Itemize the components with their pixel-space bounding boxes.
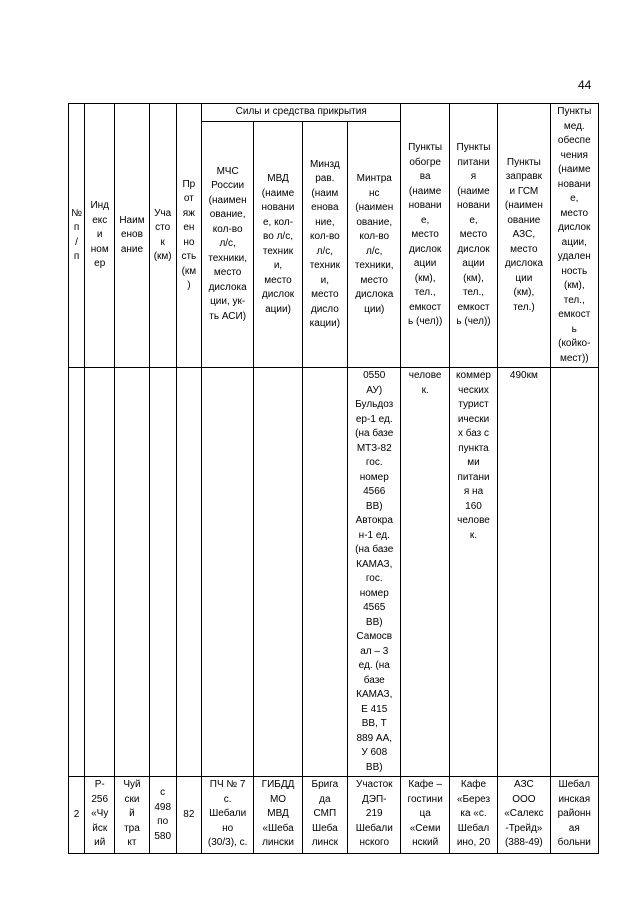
cell-name: Чуй ски й тра кт — [115, 777, 149, 854]
cell-index — [85, 368, 115, 777]
header-num: № п / п — [69, 104, 85, 368]
cell-length — [176, 368, 201, 777]
page-number: 44 — [578, 78, 592, 92]
cell-mintrans: Участок ДЭП- 219 Шебали нского — [348, 777, 401, 854]
cell-num: 2 — [69, 777, 85, 854]
cell-fuel: АЗС ООО «Салекс -Трейд» (388-49) — [498, 777, 550, 854]
cell-minzdrav — [302, 368, 347, 777]
cell-mintrans: 0550 АУ) Бульдоз ер-1 ед. (на базе МТЗ-82 гос. номер 4566 ВВ) Автокра н-1 ед. (на базе КАМАЗ, гос. номер 4565 ВВ) Самосв ал – 3 ед. (на базе КАМАЗ, Е 415 ВВ, Т 889 АА, У 608 ВВ) — [348, 368, 401, 777]
header-length: Пр от яж ен но сть (км ) — [176, 104, 201, 368]
header-heating: Пункты обогре ва (наиме новани е, место дислок ации (км), тел., емкост ь (чел)) — [401, 104, 449, 368]
header-food: Пункты питани я (наиме новани е, место дислок ации (км), тел., емкост ь (чел)) — [449, 104, 497, 368]
cell-mvd — [254, 368, 302, 777]
header-section: Уча сто к (км) — [149, 104, 176, 368]
header-group-forces: Силы и средства прикрытия — [201, 104, 401, 122]
header-name: Наим енов ание — [115, 104, 149, 368]
header-minzdrav: Минзд рав. (наим енова ние, кол-во л/с, техник и, место дисло кации) — [302, 122, 347, 368]
header-mintrans: Минтра нс (наимен ование, кол-во л/с, техники, место дислока ции) — [348, 122, 401, 368]
cell-medical — [550, 368, 598, 777]
cell-num — [69, 368, 85, 777]
cell-medical: Шебал инская районн ая больни — [550, 777, 598, 854]
cell-name — [115, 368, 149, 777]
table-row — [69, 777, 599, 854]
cell-length: 82 — [176, 777, 201, 854]
cell-section — [149, 368, 176, 777]
header-mvd: МВД (наиме новани е, кол- во л/с, техник и, место дислок ации) — [254, 122, 302, 368]
table-row — [69, 368, 599, 777]
header-medical: Пункты мед. обеспе чения (наиме новани е, место дислок ации, удален ность (км), тел., емкост ь (койко- мест)) — [550, 104, 598, 368]
header-mchs: МЧС России (наимен ование, кол-во л/с, техники, место дислока ции, ук- ть АСИ) — [201, 122, 253, 368]
cell-food: Кафе «Берез ка «с. Шебал ино, 20 — [449, 777, 497, 854]
cell-section: с 498 по 580 — [149, 777, 176, 854]
cell-minzdrav: Брига да СМП Шеба линск — [302, 777, 347, 854]
cell-fuel: 490км — [498, 368, 550, 777]
cell-mchs — [201, 368, 253, 777]
header-row-1 — [69, 104, 599, 122]
header-index: Инд екс и ном ер — [85, 104, 115, 368]
cell-heating: челове к. — [401, 368, 449, 777]
cell-index: Р- 256 «Чу йск ий — [85, 777, 115, 854]
cell-mvd: ГИБДД МО МВД «Шеба лински — [254, 777, 302, 854]
resources-table — [68, 103, 599, 854]
header-fuel: Пункты заправк и ГСМ (наимен ование АЗС, место дислока ции (км), тел.) — [498, 104, 550, 368]
cell-heating: Кафе – гостини ца «Семи нский — [401, 777, 449, 854]
cell-mchs: ПЧ № 7 с. Шебали но (30/3), с. — [201, 777, 253, 854]
cell-food: коммер ческих турист ически х баз с пункта ми питани я на 160 челове к. — [449, 368, 497, 777]
